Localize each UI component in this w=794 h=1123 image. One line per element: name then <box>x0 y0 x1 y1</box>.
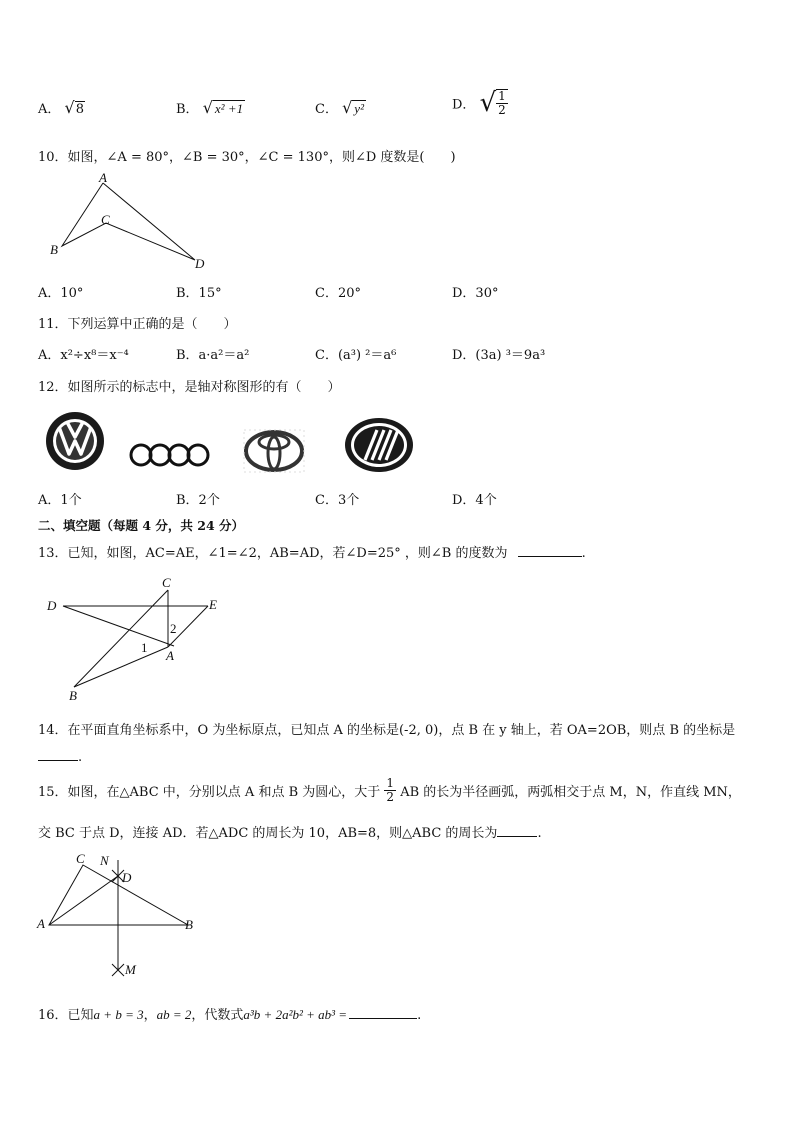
label-b: B <box>185 917 193 932</box>
label-c: C <box>76 851 85 866</box>
q10-option-a: A．10° <box>38 286 84 301</box>
fraction-half: $\frac{1}{2}$ <box>386 776 395 804</box>
radicand: x² +1 <box>214 101 244 116</box>
radicand: 8 <box>75 102 85 117</box>
q11-option-c: C．(a³) ²＝a⁶ <box>315 348 397 363</box>
label-a: A <box>37 916 45 931</box>
audi-logo-icon <box>128 441 212 469</box>
q15-line1 <box>38 777 741 804</box>
q12-option-c: C．3个 <box>315 493 360 508</box>
q13-figure <box>40 572 230 707</box>
label-a: A <box>166 648 174 663</box>
q14-end: . <box>78 750 83 765</box>
q16-prefix: 16．已知 <box>38 1008 94 1023</box>
answer-blank[interactable] <box>497 836 537 837</box>
q13-end: . <box>581 546 586 561</box>
option-label: C． <box>315 102 338 117</box>
q9-option-d: D． √ $\frac{1}{2}$ <box>452 88 506 118</box>
expr-sum: a + b = 3 <box>93 1007 144 1022</box>
angle-1-label: 1 <box>141 640 148 655</box>
q10-option-c: C．20° <box>315 286 361 301</box>
q12-option-d: D．4个 <box>452 493 497 508</box>
option-label: A． <box>38 102 61 117</box>
label-a: A <box>99 170 107 185</box>
label-d: D <box>122 870 132 885</box>
answer-blank[interactable] <box>349 1018 417 1019</box>
q9-option-b: B． √ x² +1 <box>176 98 244 117</box>
label-e: E <box>209 597 217 612</box>
label-c: C <box>162 575 171 590</box>
q13-text: 13．已知，如图，AC=AE，∠1=∠2，AB=AD，若∠D=25° ，则∠B 的度数为 <box>38 546 508 561</box>
q11-stem: 11．下列运算中正确的是（ ） <box>38 317 237 332</box>
answer-blank[interactable] <box>518 556 582 557</box>
q15-text-a: 15．如图，在△ABC 中，分别以点 A 和点 B 为圆心，大于 <box>38 785 381 800</box>
q11-option-a: A．x²÷x⁸＝x⁻⁴ <box>38 348 129 363</box>
q15-text-c: 交 BC 于点 D，连接 AD．若△ADC 的周长为 10，AB=8，则△ABC 的周长为 <box>38 826 498 841</box>
option-label: B． <box>176 102 199 117</box>
q16: 16．已知a + b = 3，ab = 2，代数式a³b + 2a²b² + ab³ = . <box>38 1007 422 1023</box>
label-b: B <box>69 688 77 703</box>
label-d: D <box>195 256 205 271</box>
volkswagen-logo-icon <box>44 410 106 472</box>
q10-stem: 10．如图，∠A = 80°，∠B = 30°，∠C = 130°，则∠D 度数是( ) <box>38 150 456 165</box>
q12-option-a: A．1个 <box>38 493 82 508</box>
q16-end: . <box>417 1008 422 1023</box>
q9-option-c: C． √ y² <box>315 98 364 117</box>
radicand: y² <box>354 101 364 116</box>
q14-line2 <box>38 750 82 765</box>
label-m: M <box>125 962 136 977</box>
brilliance-logo-icon <box>343 416 415 474</box>
label-d: D <box>47 598 57 613</box>
q9-option-a: A． √8 <box>38 98 85 117</box>
fraction: $\frac{1}{2}$ <box>498 89 506 117</box>
q13-stem <box>38 542 586 561</box>
q11-option-b: B．a·a²＝a² <box>176 348 250 363</box>
q15-end: . <box>537 826 542 841</box>
expr-polynomial: a³b + 2a²b² + ab³ = <box>243 1007 348 1022</box>
label-c: C <box>101 212 110 227</box>
q15-line2 <box>38 822 542 841</box>
q12-stem: 12．如图所示的标志中，是轴对称图形的有（ ） <box>38 380 341 395</box>
q14-line1: 14．在平面直角坐标系中，O 为坐标原点，已知点 A 的坐标是(-2, 0)，点 B 在 y 轴上，若 OA=2OB，则点 B 的坐标是 <box>38 723 736 738</box>
q10-option-b: B．15° <box>176 286 222 301</box>
label-n: N <box>100 853 109 868</box>
q15-text-b: AB 的长为半径画弧，两弧相交于点 M，N，作直线 MN， <box>400 785 741 800</box>
q11-option-d: D．(3a) ³＝9a³ <box>452 348 546 363</box>
q15-figure <box>36 848 206 980</box>
q10-option-d: D．30° <box>452 286 499 301</box>
label-b: B <box>50 242 58 257</box>
section-title: 二、填空题（每题 4 分，共 24 分） <box>38 518 245 533</box>
q12-option-b: B．2个 <box>176 493 220 508</box>
option-label: D． <box>452 97 476 113</box>
angle-2-label: 2 <box>170 621 177 636</box>
toyota-logo-icon <box>242 428 306 474</box>
q10-figure <box>44 168 224 278</box>
expr-product: ab = 2 <box>156 1007 192 1022</box>
answer-blank[interactable] <box>38 760 78 761</box>
